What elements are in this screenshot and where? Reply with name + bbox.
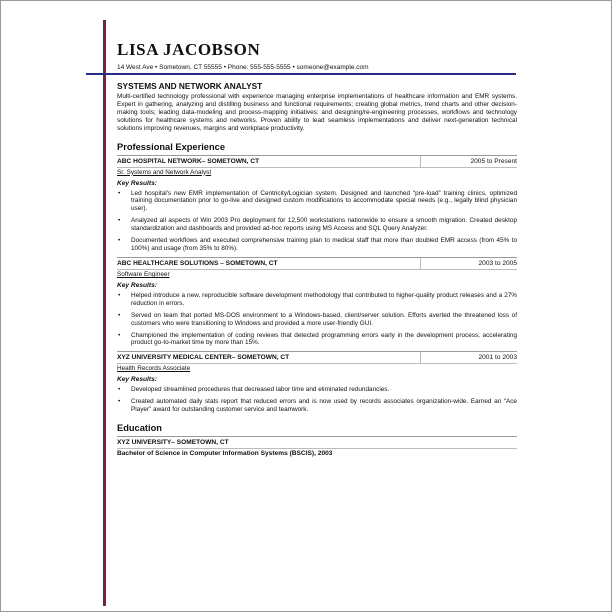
job-dates: 2003 to 2005 <box>420 258 517 269</box>
result-item: • Documented workflows and executed comprehensive training plan to medical staff that more than doubled EMR access (from 45% to 100%) and usage (from 35% to 80%). <box>117 237 517 253</box>
result-item: • Developed streamlined procedures that decreased labor time and eliminated redundancies. <box>117 386 517 394</box>
result-list <box>117 386 517 414</box>
job-entry <box>117 155 517 253</box>
key-results-label: Key Results: <box>117 281 157 289</box>
result-item: • Led hospital's new EMR implementation of Centricity/Logician system. Designed and launched “pre-load” training clinics, optimized training documentation prior to go-live and designed custom modifications to accommodate special needs (e.g., legally blind physician user). <box>117 190 517 214</box>
job-title: Health Records Associate <box>117 365 191 373</box>
job-dates: 2005 to Present <box>420 156 517 167</box>
candidate-name: LISA JACOBSON <box>117 40 261 59</box>
education-school: XYZ UNIVERSITY– SOMETOWN, CT <box>117 436 517 449</box>
job-header-row <box>117 351 517 364</box>
job-title: Sr. Systems and Network Analyst <box>117 168 212 176</box>
job-dates: 2001 to 2003 <box>420 352 517 363</box>
accent-vertical-bar <box>103 20 106 606</box>
job-header-row <box>117 155 517 168</box>
result-list <box>117 292 517 347</box>
job-company: XYZ UNIVERSITY MEDICAL CENTER– SOMETOWN, CT <box>117 354 290 362</box>
job-company: ABC HOSPITAL NETWORK– SOMETOWN, CT <box>117 157 260 165</box>
result-item: • Served on team that ported MS-DOS environment to a Windows-based, client/server solution. Efforts averted the threatened loss of customers who were transitioning to Windows and provided a more user-friendly GUI. <box>117 312 517 328</box>
education-heading: Education <box>117 423 162 434</box>
contact-line: 14 West Ave • Sometown, CT 55555 • Phone: 555-555-5555 • someone@example.com <box>117 64 369 71</box>
job-entry <box>117 257 517 347</box>
job-header-row <box>117 257 517 270</box>
summary-paragraph: Multi-certified technology professional with experience managing enterprise implementations of healthcare information and EMR systems. Expert in gathering, analyzing and distilling business and functional requirements; creating global metrics, trend charts and other decision-making tools; leading data-modeling and process-mapping initiatives; and designing/re-engineering processes, workflows and technology solutions for healthcare systems and networks. Proven ability to lead seamless implementations and deliver next-generation technical solutions improving revenues, margins and workplace productivity. <box>117 93 517 132</box>
education-degree: Bachelor of Science in Computer Information Systems (BSCIS), 2003 <box>117 450 333 458</box>
key-results-label: Key Results: <box>117 179 157 187</box>
job-title: Software Engineer <box>117 270 170 278</box>
result-item: • Analyzed all aspects of Win 2003 Pro deployment for 12,500 workstations nationwide to ensure a smooth migration. Created desktop standardization and dashboards and provided ad-hoc reports using MS Access and SQL Query Analyzer. <box>117 217 517 233</box>
result-item: • Created automated daily stats report that reduced errors and is now used by records associates organization-wide. Earned an “Ace Player” award for outstanding customer service and teamwork. <box>117 398 517 414</box>
result-list <box>117 190 517 253</box>
job-entry <box>117 351 517 414</box>
experience-heading: Professional Experience <box>117 141 225 152</box>
resume-document <box>117 40 517 457</box>
result-item: • Championed the implementation of coding reviews that detected programming errors early in the development process, accelerating product go-to-market time by more than 15%. <box>117 332 517 348</box>
key-results-label: Key Results: <box>117 376 157 384</box>
result-item: • Helped introduce a new, reproducible software development methodology that contributed to higher-quality product releases and a 27% reduction in errors. <box>117 292 517 308</box>
job-company: ABC HEALTHCARE SOLUTIONS – SOMETOWN, CT <box>117 259 278 267</box>
headline: SYSTEMS AND NETWORK ANALYST <box>117 81 263 91</box>
